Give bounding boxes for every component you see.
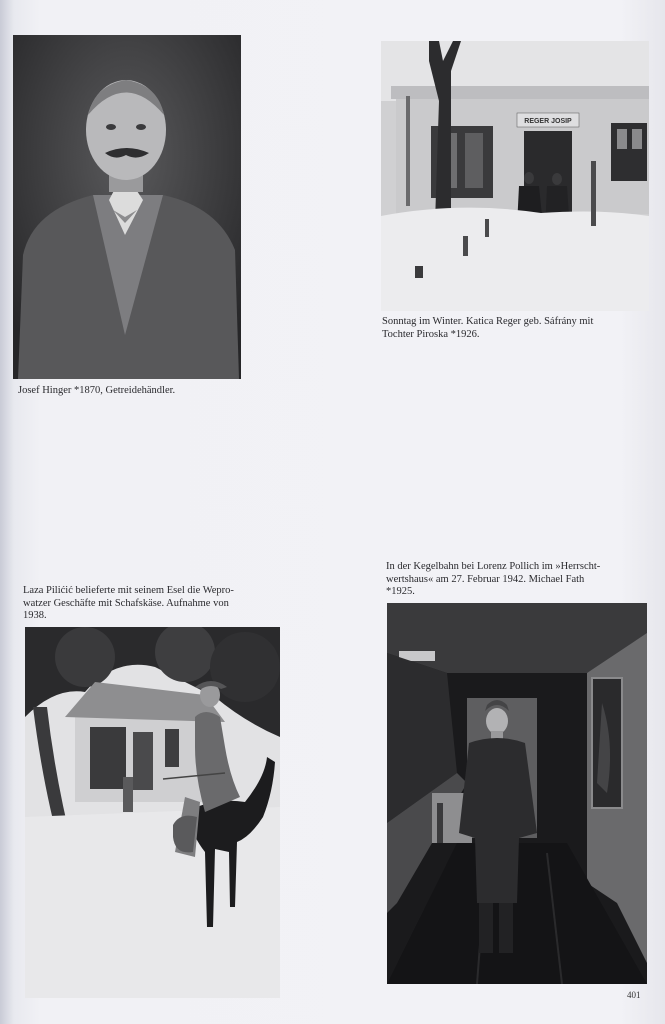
shop-sign: REGER JOSIP xyxy=(524,118,572,125)
photo-winter-house xyxy=(381,41,649,311)
caption-line: Laza Pilićić belieferte mit seinem Esel die Wepro- xyxy=(23,585,234,596)
caption-line: In der Kegelbahn bei Lorenz Pollich im »Herrscht- xyxy=(386,561,601,572)
photo-esel xyxy=(25,627,280,998)
caption-line: wertshaus« am 27. Februar 1942. Michael Fath xyxy=(386,573,585,585)
caption-josef-hinger xyxy=(18,385,175,398)
caption-line: Sonntag im Winter. Katica Reger geb. Sáfrány mit xyxy=(382,316,594,327)
caption-esel xyxy=(23,585,234,623)
page-number: 401 xyxy=(627,990,641,1000)
caption-line: Tochter Piroska *1926. xyxy=(382,328,480,340)
photo-kegelbahn xyxy=(387,603,647,984)
caption-line: watzer Geschäfte mit Schafskäse. Aufnahme von xyxy=(23,597,229,609)
caption-line: Josef Hinger *1870, Getreidehändler. xyxy=(18,385,176,396)
caption-line: 1938. xyxy=(23,610,47,621)
caption-winter xyxy=(382,316,593,341)
caption-line: *1925. xyxy=(386,586,415,597)
photo-josef-hinger xyxy=(13,35,241,379)
caption-kegelbahn xyxy=(386,561,600,599)
